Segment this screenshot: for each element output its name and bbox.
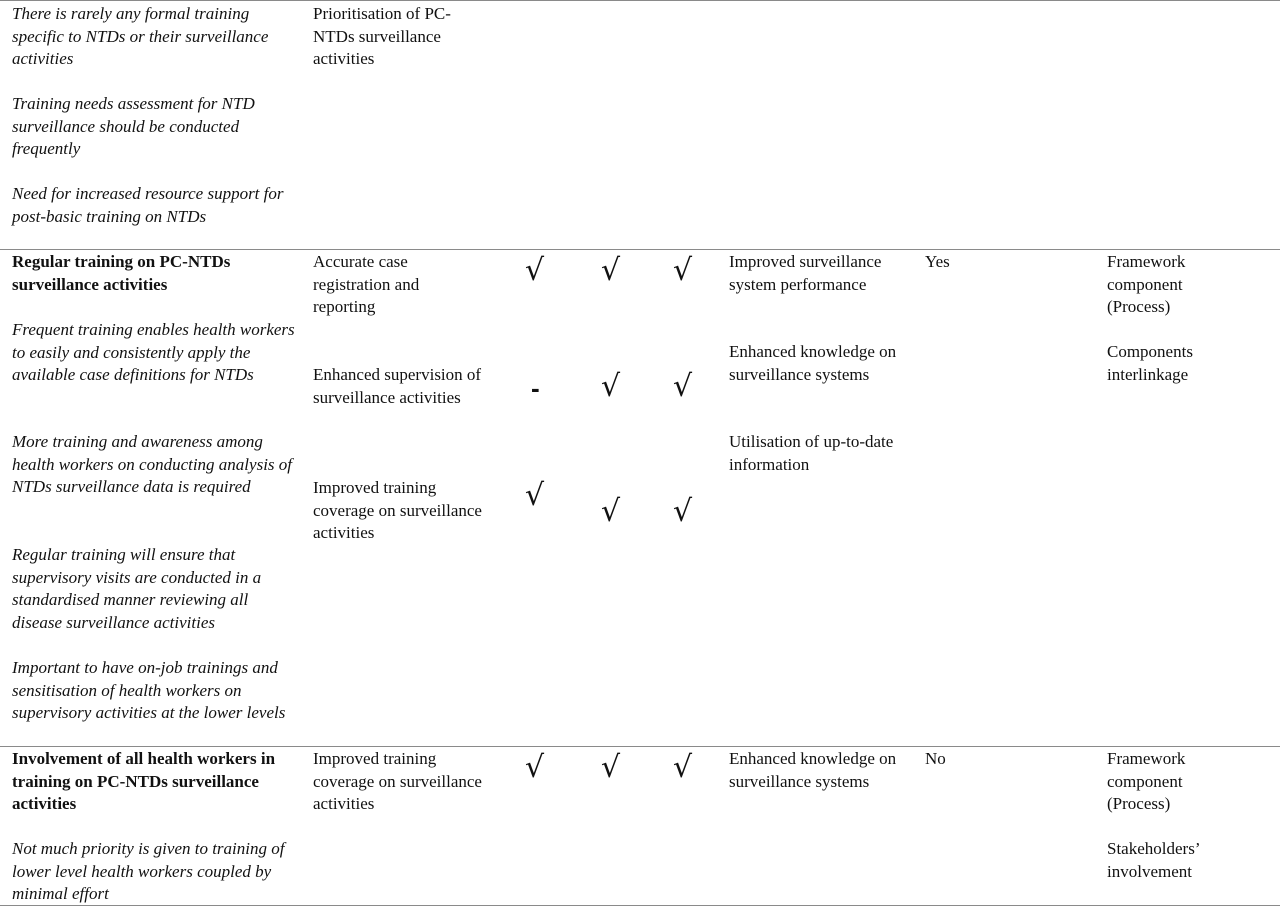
row3-mark-c2: √ — [601, 750, 621, 785]
row2-effect-1: Improved surveillance system performance — [729, 252, 882, 294]
row3-mark-c1: √ — [525, 750, 545, 785]
row1-comment-3: Need for increased resource support for post-basic training on NTDs — [12, 184, 284, 226]
row3-mark-c3: √ — [673, 750, 693, 785]
row2-mark-r1-c2: √ — [601, 253, 621, 288]
row2-mark-r3-c3: √ — [673, 494, 693, 529]
row2-framework-1: Framework component (Process) — [1107, 252, 1186, 317]
row3-outcome-1: Improved training coverage on surveillance activities — [313, 749, 482, 814]
row2-outcome-1: Accurate case registration and reporting — [313, 252, 420, 317]
row2-effect-3: Utilisation of up-to-date information — [729, 432, 894, 474]
row3-framework-1: Framework component (Process) — [1107, 749, 1186, 814]
row3-decision: No — [925, 749, 946, 768]
row3-framework-2: Stakeholders’ involvement — [1107, 839, 1200, 881]
row2-mark-r3-c1: √ — [525, 478, 545, 513]
row1-outcome-1: Prioritisation of PC-NTDs surveillance activities — [313, 4, 451, 69]
row2-mark-r1-c1: √ — [525, 253, 545, 288]
row3-comment-1: Not much priority is given to training of lower level health workers coupled by minimal effort — [12, 839, 285, 904]
table-rule-row3 — [0, 746, 1280, 747]
row2-comment-3: Regular training will ensure that supervisory visits are conducted in a standardised manner reviewing all disease surveillance activities — [12, 545, 262, 632]
row2-comment-1: Frequent training enables health workers to easily and consistently apply the available case definitions for NTDs — [12, 320, 295, 385]
row2-decision: Yes — [925, 252, 950, 271]
row3-effect-1: Enhanced knowledge on surveillance systems — [729, 749, 897, 791]
row2-outcome-3: Improved training coverage on surveillance activities — [313, 478, 482, 543]
row2-mark-r2-c1: - — [531, 373, 540, 403]
table-rule-row2 — [0, 249, 1280, 250]
row1-comment-1: There is rarely any formal training specific to NTDs or their surveillance activities — [12, 4, 269, 69]
row2-framework-2: Components interlinkage — [1107, 342, 1193, 384]
row2-comment-4: Important to have on-job trainings and sensitisation of health workers on supervisory activities at the lower levels — [12, 658, 286, 723]
row2-mark-r1-c3: √ — [673, 253, 693, 288]
row1-comment-2: Training needs assessment for NTD surveillance should be conducted frequently — [12, 94, 255, 159]
row3-heading: Involvement of all health workers in training on PC-NTDs surveillance activities — [12, 749, 276, 814]
row2-effect-2: Enhanced knowledge on surveillance systems — [729, 342, 897, 384]
row2-mark-r3-c2: √ — [601, 494, 621, 529]
row2-heading: Regular training on PC-NTDs surveillance activities — [12, 252, 231, 294]
table-rule-top — [0, 0, 1280, 1]
row2-outcome-2: Enhanced supervision of surveillance activities — [313, 365, 482, 407]
row2-mark-r2-c2: √ — [601, 369, 621, 404]
row2-comment-2: More training and awareness among health workers on conducting analysis of NTDs surveillance data is required — [12, 432, 293, 497]
row2-mark-r2-c3: √ — [673, 369, 693, 404]
